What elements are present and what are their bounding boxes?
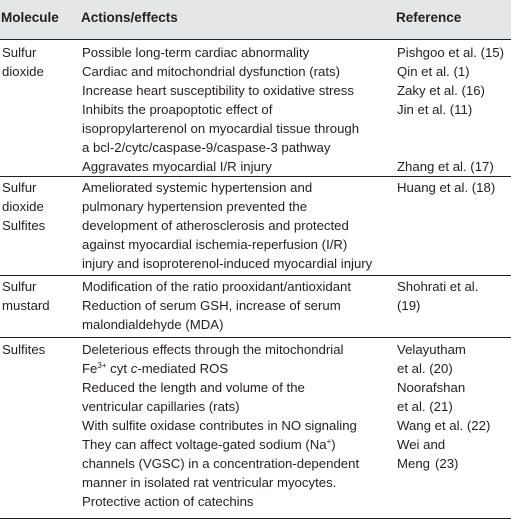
action-line: Ameliorated systemic hypertension and — [82, 180, 313, 195]
reference-cell: (23) — [435, 456, 459, 471]
reference-cell: Meng — [397, 456, 430, 471]
reference-cell: Pishgoo et al. (15) — [397, 45, 505, 60]
molecule-label: Sulfites — [2, 342, 46, 357]
molecule-label: Sulfur — [2, 45, 37, 60]
action-line: Deleterious effects through the mitochondrial — [82, 342, 344, 357]
action-line: Reduced the length and volume of the — [82, 380, 305, 395]
reference-cell: et al. (21) — [397, 399, 453, 414]
row-divider — [0, 176, 511, 177]
reference-cell: Jin et al. (11) — [397, 102, 473, 117]
action-line: With sulfite oxidase contributes in NO signaling — [82, 418, 357, 433]
molecule-label: Sulfur — [2, 279, 37, 294]
reference-cell: Zaky et al. (16) — [397, 83, 485, 98]
action-line: Increase heart susceptibility to oxidative stress — [82, 83, 354, 98]
action-line: channels (VGSC) in a concentration-dependent — [82, 456, 360, 471]
action-line: a bcl-2/cytc/caspase-9/caspase-3 pathway — [82, 140, 331, 155]
reference-cell: et al. (20) — [397, 361, 453, 376]
reference-cell: Zhang et al. (17) — [397, 159, 494, 174]
action-line: development of atherosclerosis and protected — [82, 218, 349, 233]
action-line: Possible long-term cardiac abnormality — [82, 45, 310, 60]
molecule-label: Sulfites — [2, 218, 46, 233]
col-header-actions: Actions/effects — [81, 10, 178, 25]
action-line: Aggravates myocardial I/R injury — [82, 159, 272, 174]
action-line: against myocardial ischemia-reperfusion (I/R) — [82, 237, 348, 252]
reference-cell: Qin et al. (1) — [397, 64, 470, 79]
action-line: Cardiac and mitochondrial dysfunction (rats) — [82, 64, 341, 79]
action-line: malondialdehyde (MDA) — [82, 317, 224, 332]
action-line: Modification of the ratio prooxidant/antioxidant — [82, 279, 352, 294]
reference-cell: Shohrati et al. — [397, 279, 479, 294]
action-line: injury and isoproterenol-induced myocardial injury — [82, 256, 373, 271]
reference-cell: Noorafshan — [397, 380, 466, 395]
action-line: Inhibits the proapoptotic effect of — [82, 102, 273, 117]
header-rule — [0, 39, 511, 40]
molecule-label: mustard — [2, 298, 50, 313]
reference-cell: Wei and — [397, 437, 446, 452]
action-line: They can affect voltage-gated sodium (Na+) — [82, 437, 336, 452]
molecule-label: Sulfur — [2, 180, 37, 195]
col-header-molecule: Molecule — [1, 10, 59, 25]
reference-cell: Velayutham — [397, 342, 466, 357]
action-line: Protective action of catechins — [82, 494, 254, 509]
action-line: isopropylarterenol on myocardial tissue through — [82, 121, 360, 136]
col-header-reference: Reference — [396, 10, 462, 25]
table-bottom-rule — [0, 518, 511, 519]
action-line: pulmonary hypertension prevented the — [82, 199, 308, 214]
action-line: $Fe^{3+}$ cyt c-mediated ROS — [82, 361, 229, 376]
reference-cell: (19) — [397, 298, 421, 313]
molecule-label: dioxide — [2, 199, 44, 214]
reference-cell: Huang et al. (18) — [397, 180, 496, 195]
row-divider — [0, 275, 511, 276]
action-line: Reduction of serum GSH, increase of serum — [82, 298, 341, 313]
molecule-label: dioxide — [2, 64, 44, 79]
reference-cell: Wang et al. (22) — [397, 418, 491, 433]
row-divider — [0, 337, 511, 338]
action-line: manner in isolated rat ventricular myocytes. — [82, 475, 337, 490]
action-line: ventricular capillaries (rats) — [82, 399, 240, 414]
